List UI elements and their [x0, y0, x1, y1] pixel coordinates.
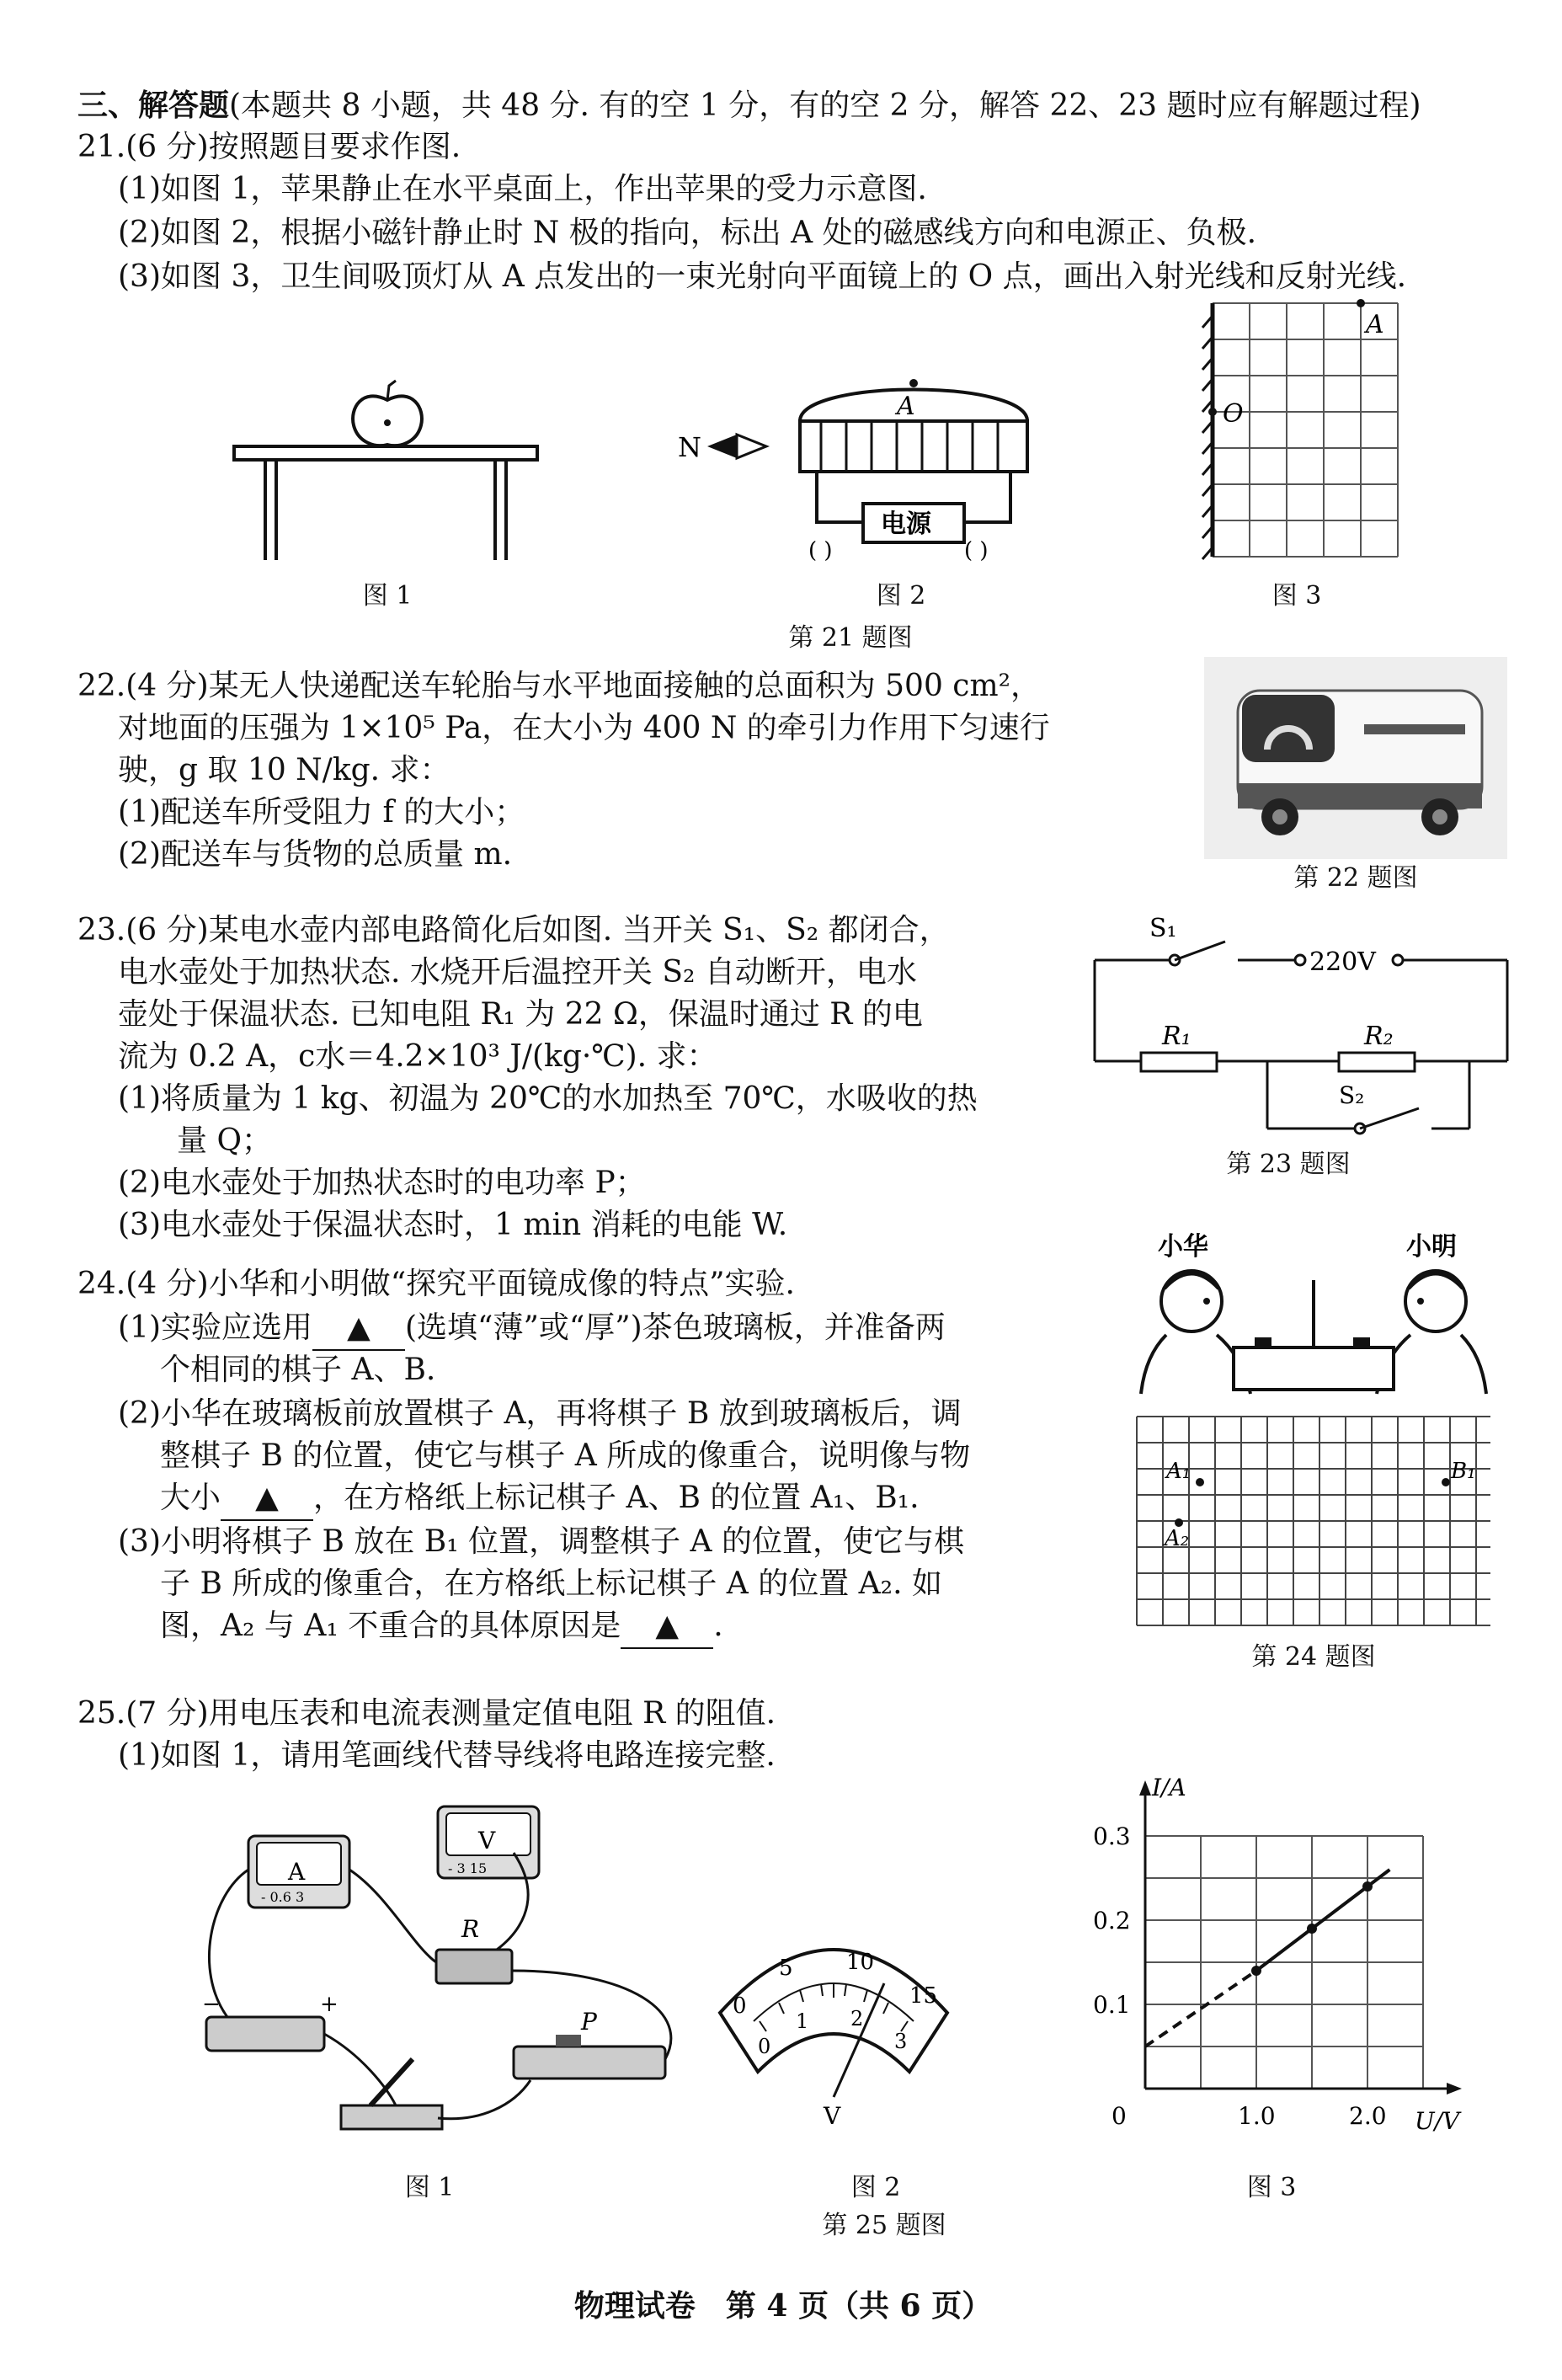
- dial-bottom-3: 3: [894, 2030, 908, 2053]
- rheostat-slider-label: P: [581, 2008, 597, 2036]
- q23-line2: 电水壶处于加热状态. 水烧开后温控开关 S₂ 自动断开，电水: [118, 955, 917, 990]
- q24-part2-prefix: 大小: [160, 1481, 221, 1515]
- power-supply-label: 电源: [881, 510, 931, 539]
- dial-bottom-1: 1: [796, 2009, 809, 2033]
- q25-head: 25.(7 分)用电压表和电流表测量定值电阻 R 的阻值.: [77, 1696, 776, 1731]
- resistor-r2-label: R₂: [1364, 1022, 1394, 1051]
- q25-part1: (1)如图 1，请用笔画线代替导线将电路连接完整.: [118, 1738, 776, 1773]
- q24-caption: 第 24 题图: [1251, 1642, 1376, 1672]
- q21-fig1-label: 图 1: [362, 581, 413, 611]
- q25-fig2-label: 图 2: [850, 2173, 901, 2202]
- x-axis-arrow: [1447, 2083, 1462, 2095]
- a2-label: A₂: [1165, 1526, 1190, 1551]
- q21-fig2-label: 图 2: [876, 581, 926, 611]
- xiaohua-label: 小华: [1158, 1232, 1208, 1262]
- battery-plus-label: +: [320, 1992, 339, 2017]
- q25-figure2-voltmeter-dial: [707, 1903, 960, 2148]
- q24-experiment-figure: [1133, 1221, 1495, 1642]
- q24-part3-line3: [160, 1605, 723, 1649]
- dial-bottom-2: 2: [850, 2007, 864, 2030]
- dial-top-5: 5: [779, 1956, 793, 1981]
- ammeter-terminals: - 0.6 3: [261, 1889, 305, 1905]
- q23-part2: (2)电水壶处于加热状态时的电功率 P；: [118, 1166, 646, 1200]
- q24-part1-line2: 个相同的棋子 A、B.: [160, 1353, 436, 1387]
- q22-line3: 驶，g 取 10 N/kg. 求：: [118, 753, 450, 787]
- ammeter-label: A: [288, 1858, 306, 1886]
- q21-head: 21.(6 分)按照题目要求作图.: [77, 130, 461, 164]
- q24-part3-suffix: .: [713, 1609, 723, 1643]
- dial-top-10: 10: [846, 1950, 875, 1975]
- solenoid-a-label: A: [897, 392, 915, 421]
- mirror-o-label: O: [1223, 399, 1244, 429]
- q25-fig3-label: 图 3: [1246, 2173, 1297, 2202]
- q24-head: 24.(4 分)小华和小明做“探究平面镜成像的特点”实验.: [77, 1267, 795, 1301]
- q25-figure1-circuit: [194, 1802, 690, 2173]
- q23-line4: 流为 0.2 A，c水＝4.2×10³ J/(kg·℃). 求：: [118, 1039, 717, 1074]
- q24-blank3[interactable]: ▲: [621, 1605, 713, 1649]
- dial-bottom-0: 0: [758, 2035, 771, 2058]
- y-axis-arrow: [1139, 1780, 1151, 1796]
- b1-label: B₁: [1451, 1459, 1476, 1484]
- y-tick-label: 0.3: [1093, 1822, 1131, 1850]
- power-negative-paren: ( ): [808, 538, 833, 563]
- dial-top-15: 15: [909, 1983, 938, 2009]
- q22-line2: 对地面的压强为 1×10⁵ Pa，在大小为 400 N 的牵引力作用下匀速行: [118, 711, 1050, 745]
- q22-part1: (1)配送车所受阻力 f 的大小；: [118, 795, 525, 830]
- q24-part2-suffix: ，在方格纸上标记棋子 A、B 的位置 A₁、B₁.: [313, 1481, 920, 1515]
- x-tick-label: 2.0: [1349, 2102, 1387, 2130]
- q25-caption: 第 25 题图: [822, 2211, 946, 2240]
- x-tick-label: 1.0: [1238, 2102, 1276, 2130]
- voltmeter-terminals: - 3 15: [448, 1860, 488, 1876]
- q23-line3: 壶处于保温状态. 已知电阻 R₁ 为 22 Ω，保温时通过 R 的电: [118, 997, 923, 1032]
- q24-blank2[interactable]: ▲: [221, 1477, 313, 1521]
- q21-figure3-mirror-grid: [1196, 299, 1415, 568]
- grid-a-label: A: [1366, 310, 1384, 339]
- q22-caption: 第 22 题图: [1293, 863, 1418, 893]
- q23-part1a: (1)将质量为 1 kg、初温为 20℃的水加热至 70℃，水吸收的热: [118, 1081, 978, 1116]
- power-positive-paren: ( ): [964, 538, 989, 563]
- q23-part3: (3)电水壶处于保温状态时，1 min 消耗的电能 W.: [118, 1208, 788, 1242]
- x-tick-label: 0: [1112, 2102, 1127, 2130]
- battery-minus-label: −: [202, 1992, 221, 2017]
- q24-part3-line2: 子 B 所成的像重合，在方格纸上标记棋子 A 的位置 A₂. 如: [160, 1566, 942, 1601]
- data-point: [1307, 1924, 1317, 1934]
- section-header: [77, 84, 1421, 127]
- q23-part1b: 量 Q；: [177, 1123, 272, 1158]
- q24-blank1[interactable]: ▲: [312, 1307, 405, 1351]
- resistor-r1-label: R₁: [1162, 1022, 1191, 1051]
- dial-unit-v: V: [824, 2102, 841, 2130]
- section-desc: (本题共 8 小题，共 48 分. 有的空 1 分，有的空 2 分，解答 22、23 题时应有解题过程): [229, 88, 1421, 123]
- q22-line1: 22.(4 分)某无人快递配送车轮胎与水平地面接触的总面积为 500 cm²，: [77, 669, 1042, 703]
- data-point: [1362, 1881, 1373, 1892]
- q21-part1: (1)如图 1，苹果静止在水平桌面上，作出苹果的受力示意图.: [118, 172, 927, 206]
- q25-figure3-iu-graph: [1086, 1769, 1474, 2139]
- q25-fig1-label: 图 1: [404, 2173, 455, 2202]
- x-axis-label: U/V: [1415, 2107, 1460, 2135]
- section-title: 三、解答题: [77, 88, 230, 123]
- q24-part3-line1: (3)小明将棋子 B 放在 B₁ 位置，调整棋子 A 的位置，使它与棋: [118, 1524, 964, 1559]
- y-axis-label: I/A: [1152, 1774, 1186, 1801]
- q24-part1-suffix: (选填“薄”或“厚”)茶色玻璃板，并准备两: [405, 1310, 946, 1345]
- q23-line1: 23.(6 分)某电水壶内部电路简化后如图. 当开关 S₁、S₂ 都闭合，: [77, 913, 950, 947]
- q24-part3-prefix: 图，A₂ 与 A₁ 不重合的具体原因是: [160, 1609, 621, 1643]
- q21-fig3-label: 图 3: [1271, 581, 1322, 611]
- page-footer: 物理试卷 第 4 页（共 6 页）: [573, 2288, 993, 2324]
- q22-delivery-vehicle-photo: [1204, 657, 1507, 859]
- switch-s1-label: S₁: [1149, 914, 1177, 943]
- a1-label: A₁: [1166, 1459, 1191, 1484]
- y-tick-label: 0.2: [1093, 1907, 1131, 1934]
- q23-caption: 第 23 题图: [1226, 1150, 1351, 1179]
- q24-part1-prefix: (1)实验应选用: [118, 1310, 312, 1345]
- voltmeter-label: V: [478, 1827, 496, 1854]
- q21-figure1-apple-table: [227, 362, 547, 581]
- resistor-label: R: [461, 1915, 480, 1943]
- q22-part2: (2)配送车与货物的总质量 m.: [118, 837, 513, 872]
- q21-part3: (3)如图 3，卫生间吸顶灯从 A 点发出的一束光射向平面镜上的 O 点，画出入射光线和反射光线.: [118, 259, 1407, 294]
- q24-part1-line1: [118, 1307, 946, 1351]
- xiaoming-label: 小明: [1406, 1232, 1457, 1262]
- q23-circuit-diagram: [1086, 901, 1524, 1145]
- q21-caption: 第 21 题图: [788, 623, 913, 653]
- data-point: [1251, 1966, 1261, 1976]
- y-tick-label: 0.1: [1093, 1991, 1131, 2019]
- q24-part2-line2: 整棋子 B 的位置，使它与棋子 A 所成的像重合，说明像与物: [160, 1438, 971, 1473]
- needle-n-label: N: [678, 431, 701, 463]
- q21-figure2-solenoid: [665, 362, 1069, 573]
- q24-part2-line3: [160, 1477, 920, 1521]
- switch-s2-label: S₂: [1339, 1081, 1365, 1109]
- voltage-220v-label: 220V: [1309, 947, 1376, 977]
- dial-top-0: 0: [733, 1993, 747, 2019]
- q21-part2: (2)如图 2，根据小磁针静止时 N 极的指向，标出 A 处的磁感线方向和电源正、负极.: [118, 216, 1257, 250]
- q24-part2-line1: (2)小华在玻璃板前放置棋子 A，再将棋子 B 放到玻璃板后，调: [118, 1396, 962, 1431]
